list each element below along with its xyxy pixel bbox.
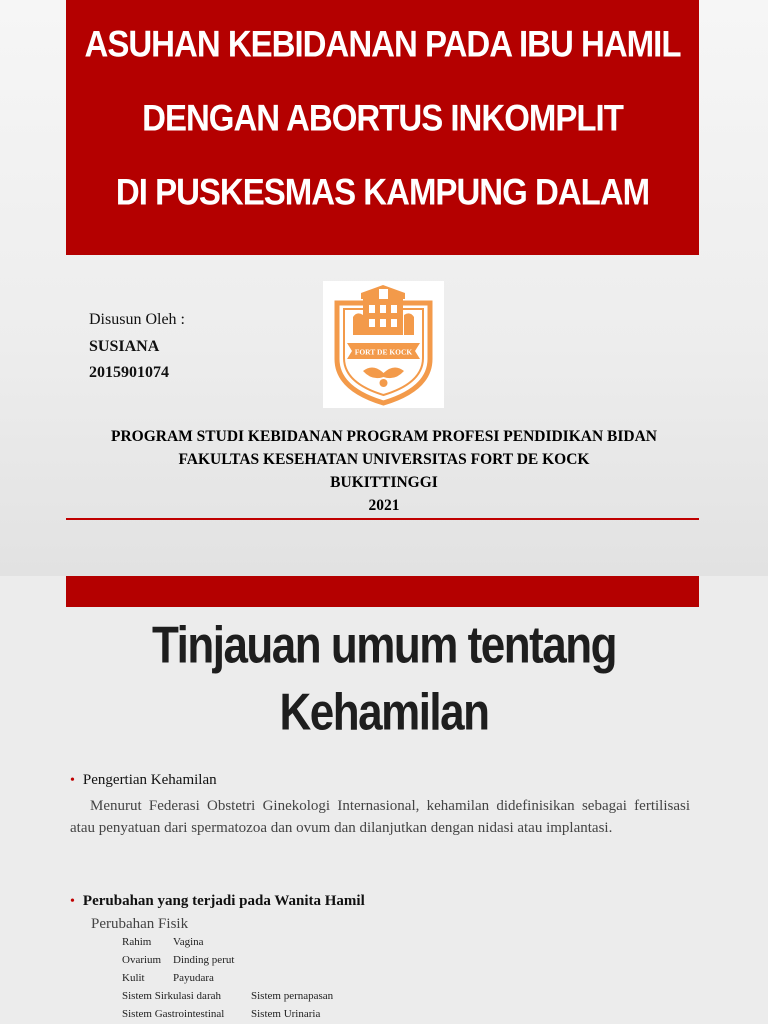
bullet-label: Perubahan yang terjadi pada Wanita Hamil bbox=[82, 893, 365, 909]
definition-paragraph: Menurut Federasi Obstetri Ginekologi Internasional, kehamilan didefinisikan sebagai fertilisasi atau penyatuan dari spermatozoa dan ovum dan dilanjutkan dengan nidasi atau implantasi. bbox=[70, 798, 690, 836]
divider-line bbox=[66, 518, 699, 520]
list-item-right: Sistem Urinaria bbox=[251, 1008, 321, 1020]
title-line-1: ASUHAN KEBIDANAN PADA IBU HAMIL bbox=[84, 22, 681, 65]
list-item-left: Kulit bbox=[122, 972, 145, 984]
bullet-dot-icon: • bbox=[70, 894, 75, 909]
header-bar bbox=[66, 576, 699, 607]
list-item-right: Sistem pernapasan bbox=[251, 990, 334, 1002]
list-item bbox=[122, 990, 334, 1002]
sub-heading: Perubahan Fisik bbox=[91, 916, 189, 932]
institution-city: BUKITTINGGI bbox=[330, 474, 438, 491]
list-item-left: Rahim bbox=[122, 936, 152, 948]
bullet-dot-icon: • bbox=[70, 773, 75, 788]
list-item-right: Dinding perut bbox=[173, 954, 235, 966]
author-student-id: 2015901074 bbox=[89, 364, 169, 381]
list-item bbox=[122, 1008, 321, 1020]
list-item bbox=[122, 954, 235, 966]
bullet-label: Pengertian Kehamilan bbox=[82, 772, 217, 788]
institution-line-1: PROGRAM STUDI KEBIDANAN PROGRAM PROFESI PENDIDIKAN BIDAN bbox=[111, 428, 657, 445]
logo-banner-text: FORT DE KOCK bbox=[354, 347, 413, 357]
slide-heading-line-1: Tinjauan umum tentang bbox=[152, 616, 616, 675]
university-logo bbox=[323, 281, 444, 408]
list-item bbox=[122, 936, 204, 948]
author-label: Disusun Oleh : bbox=[89, 311, 185, 328]
title-line-2: DENGAN ABORTUS INKOMPLIT bbox=[142, 96, 623, 139]
list-item-left: Sistem Gastrointestinal bbox=[122, 1008, 225, 1020]
title-line-3: DI PUSKESMAS KAMPUNG DALAM bbox=[115, 170, 650, 213]
list-item-left: Sistem Sirkulasi darah bbox=[122, 990, 221, 1002]
content-slide bbox=[0, 576, 768, 1024]
author-name: SUSIANA bbox=[89, 338, 160, 355]
list-item-right: Payudara bbox=[173, 972, 214, 984]
title-banner bbox=[66, 0, 699, 255]
list-item-right: Vagina bbox=[173, 936, 204, 948]
institution-year: 2021 bbox=[368, 497, 400, 514]
list-item-left: Ovarium bbox=[122, 954, 162, 966]
slide-heading-line-2: Kehamilan bbox=[279, 683, 489, 742]
institution-line-2: FAKULTAS KESEHATAN UNIVERSITAS FORT DE KOCK bbox=[178, 451, 590, 468]
bullet-perubahan bbox=[70, 893, 365, 910]
list-item bbox=[122, 972, 214, 984]
university-crest-logo-icon bbox=[323, 281, 444, 408]
bullet-pengertian bbox=[70, 772, 217, 789]
